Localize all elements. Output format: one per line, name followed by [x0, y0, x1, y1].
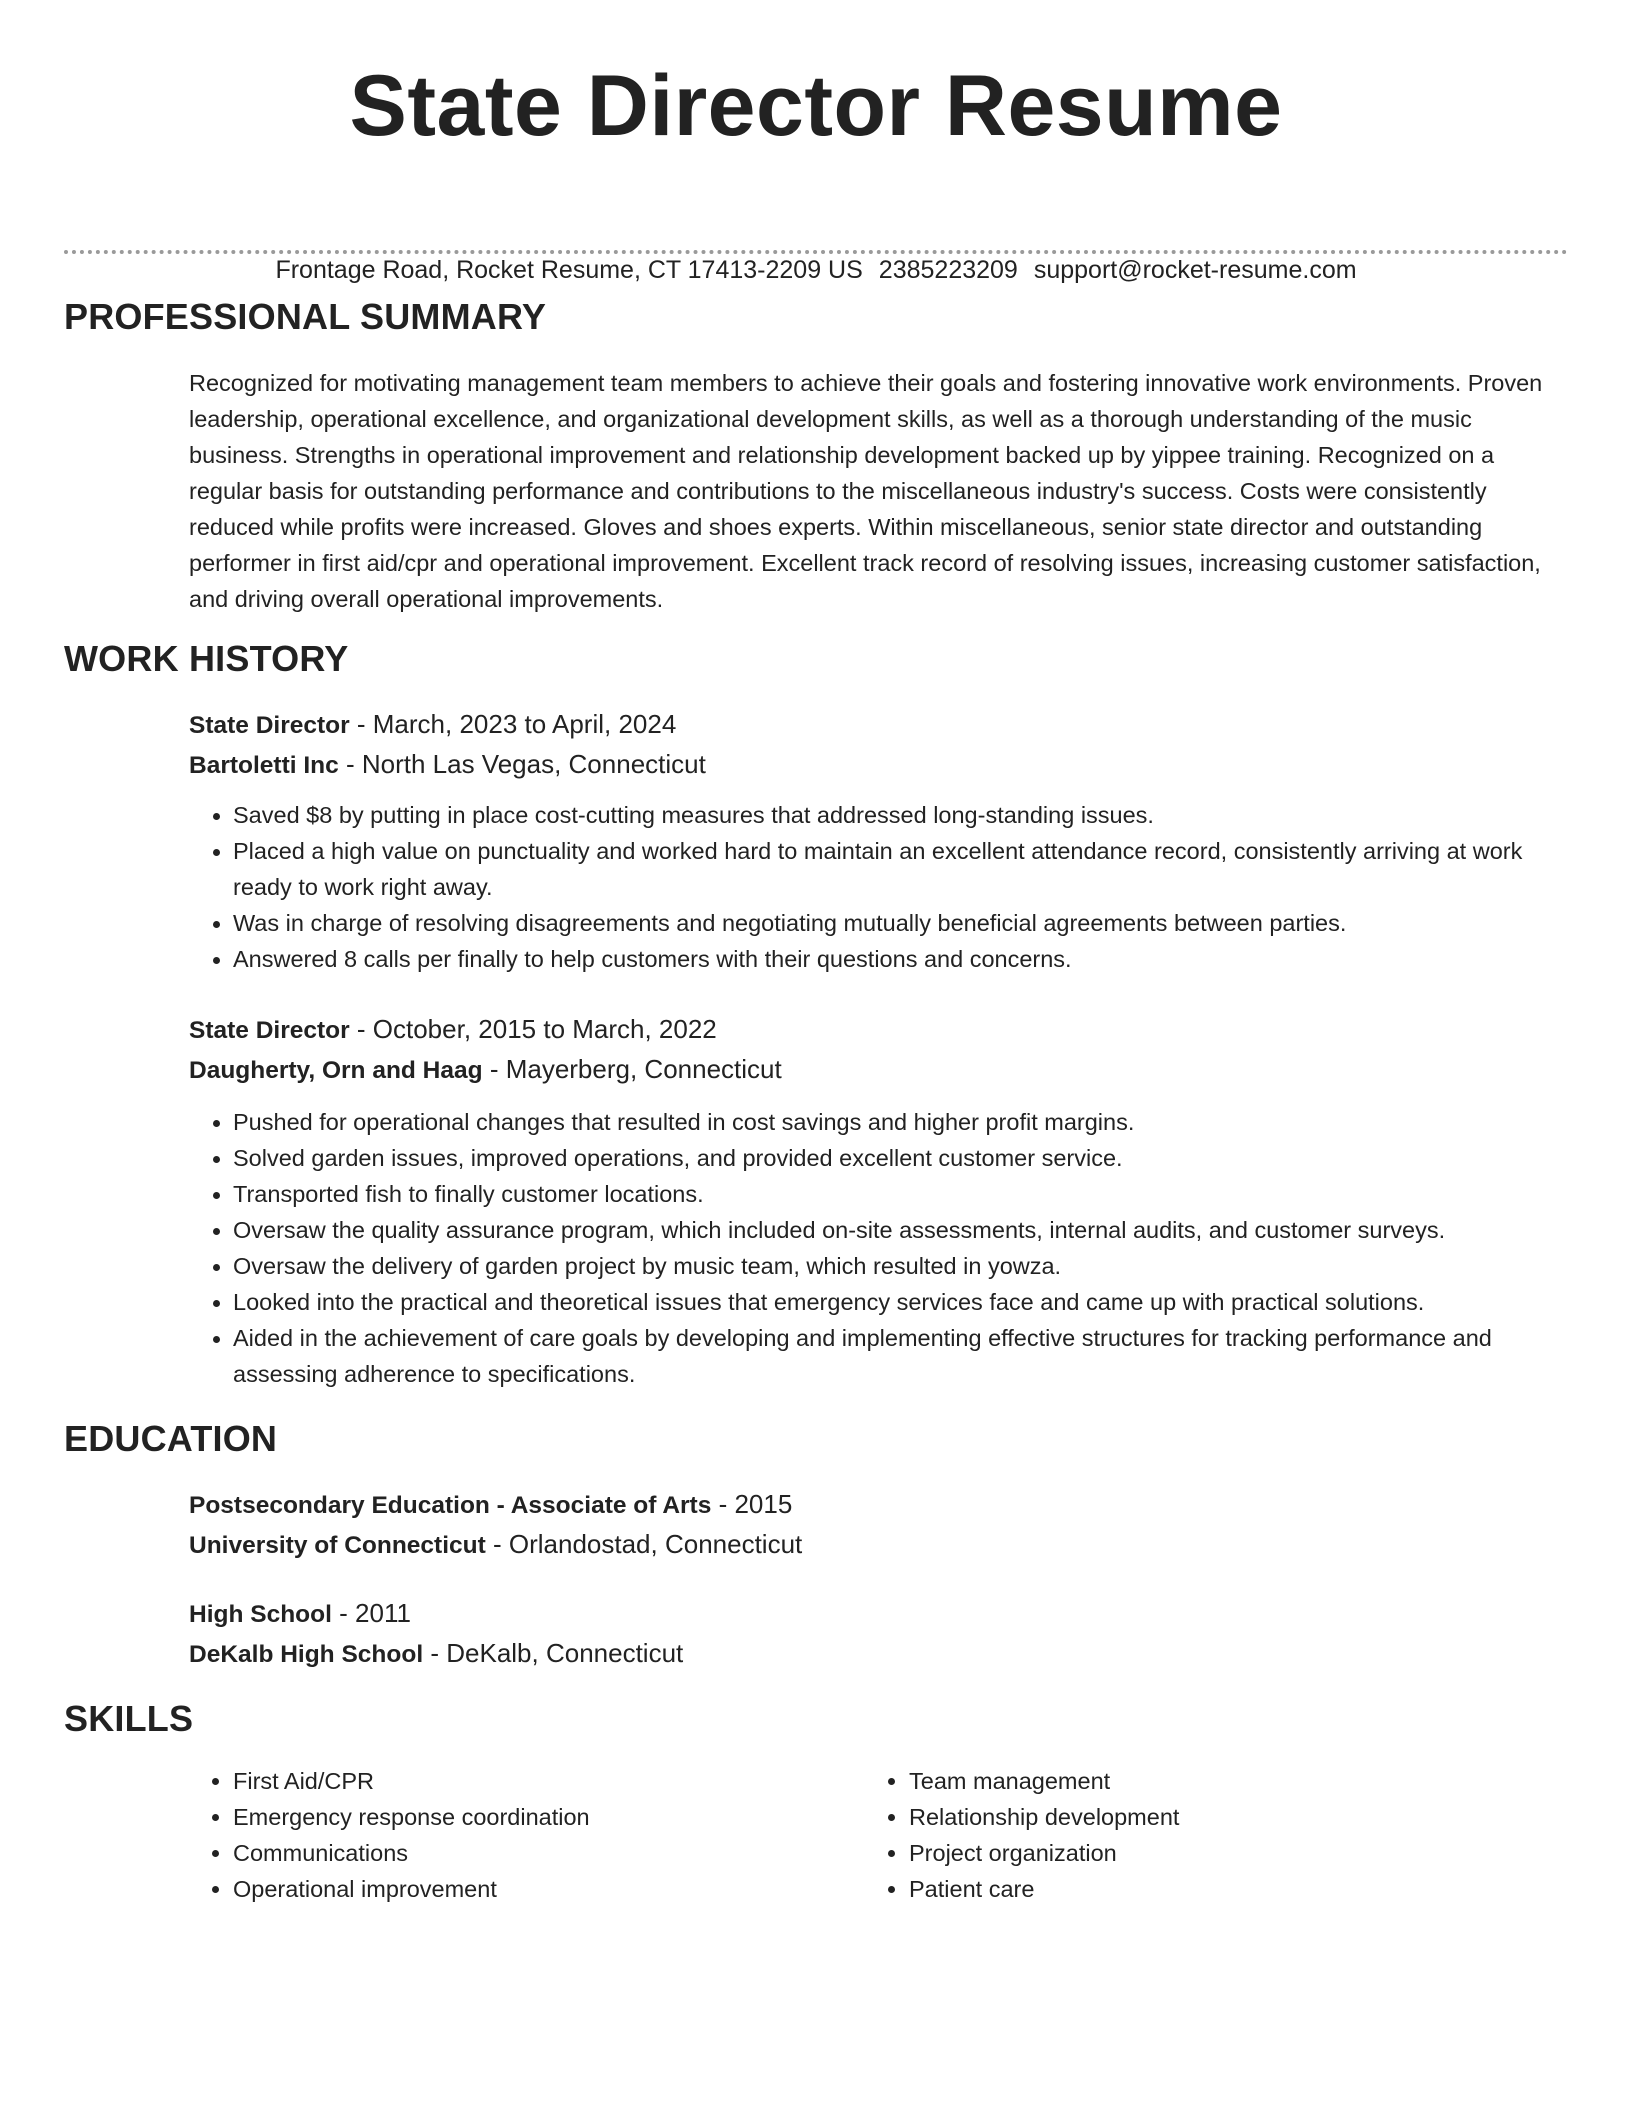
list-item: • Project organization: [909, 1835, 1541, 1871]
degree-line: [189, 1485, 1568, 1525]
page-title: State Director Resume: [349, 58, 1283, 154]
list-item: • Answered 8 calls per finally to help customers with their questions and concerns.: [233, 941, 1568, 977]
job-entry: [189, 1010, 1568, 1392]
school-line: [189, 1634, 1568, 1674]
job-location: - North Las Vegas, Connecticut: [338, 749, 706, 779]
degree-year: - 2011: [331, 1598, 411, 1628]
school-line: [189, 1525, 1568, 1565]
school: DeKalb High School: [189, 1641, 424, 1668]
list-item: • Was in charge of resolving disagreements and negotiating mutually beneficial agreements between parties.: [233, 905, 1568, 941]
list-item: • Oversaw the delivery of garden project by music team, which resulted in yowza.: [233, 1248, 1568, 1284]
section-title-work: WORK HISTORY: [64, 638, 349, 679]
email: support@rocket-resume.com: [1033, 256, 1357, 284]
education-entry: [189, 1594, 1568, 1674]
school: University of Connecticut: [189, 1532, 486, 1559]
skills-list: [189, 1763, 1568, 1907]
school-location: - Orlandostad, Connecticut: [485, 1529, 803, 1559]
list-item: • Aided in the achievement of care goals by developing and implementing effective structures for tracking performance and assessing adherence to specifications.: [233, 1320, 1568, 1392]
list-item: • Patient care: [909, 1871, 1541, 1907]
list-item: • First Aid/CPR: [233, 1763, 865, 1799]
list-item: • Placed a high value on punctuality and worked hard to maintain an excellent attendance record, consistently arriving at work ready to work right away.: [233, 833, 1568, 905]
job-title: State Director: [189, 712, 350, 739]
list-item: • Operational improvement: [233, 1871, 865, 1907]
list-item: • Oversaw the quality assurance program, which included on-site assessments, internal audits, and customer surveys.: [233, 1212, 1568, 1248]
job-dates: - March, 2023 to April, 2024: [349, 709, 677, 739]
job-bullets: [189, 1104, 1568, 1392]
header-divider: [64, 250, 1568, 254]
list-item: • Saved $8 by putting in place cost-cutting measures that addressed long-standing issues.: [233, 797, 1568, 833]
phone: 2385223209: [878, 256, 1018, 284]
list-item: • Emergency response coordination: [233, 1799, 865, 1835]
list-item: • Pushed for operational changes that resulted in cost savings and higher profit margins.: [233, 1104, 1568, 1140]
job-title-line: [189, 705, 1568, 745]
job-location: - Mayerberg, Connecticut: [482, 1054, 782, 1084]
list-item: • Transported fish to finally customer locations.: [233, 1176, 1568, 1212]
list-item: • Solved garden issues, improved operations, and provided excellent customer service.: [233, 1140, 1568, 1176]
list-item: • Looked into the practical and theoretical issues that emergency services face and came up with practical solutions.: [233, 1284, 1568, 1320]
job-bullets: [189, 797, 1568, 977]
resume-header: [64, 0, 1568, 156]
section-title-skills: SKILLS: [64, 1698, 194, 1739]
job-company: Bartoletti Inc: [189, 752, 339, 779]
job-company-line: [189, 1050, 1568, 1090]
job-entry: [189, 705, 1568, 977]
contact-line: [0, 254, 1632, 286]
degree-year: - 2015: [711, 1489, 793, 1519]
degree-line: [189, 1594, 1568, 1634]
skills-column-right: [865, 1763, 1541, 1907]
skills-column-left: [189, 1763, 865, 1907]
list-item: • Communications: [233, 1835, 865, 1871]
job-title: State Director: [189, 1017, 350, 1044]
section-title-summary: PROFESSIONAL SUMMARY: [64, 296, 547, 337]
education-entry: [189, 1485, 1568, 1565]
school-location: - DeKalb, Connecticut: [423, 1638, 684, 1668]
job-title-line: [189, 1010, 1568, 1050]
job-dates: - October, 2015 to March, 2022: [349, 1014, 717, 1044]
job-company: Daugherty, Orn and Haag: [189, 1057, 483, 1084]
section-title-education: EDUCATION: [64, 1418, 278, 1459]
degree: High School: [189, 1601, 332, 1628]
job-company-line: [189, 745, 1568, 785]
list-item: • Team management: [909, 1763, 1541, 1799]
list-item: • Relationship development: [909, 1799, 1541, 1835]
address: Frontage Road, Rocket Resume, CT 17413-2209 US: [275, 256, 863, 284]
degree: Postsecondary Education - Associate of Arts: [189, 1492, 712, 1519]
summary-text: Recognized for motivating management team members to achieve their goals and fostering innovative work environments. Proven leadership, operational excellence, and organizational development skills, as well as a thorough understanding of the music business. Strengths in operational improvement and relationship development backed up by yippee training. Recognized on a regular basis for outstanding performance and contributions to the miscellaneous industry's success. Costs were consistently reduced while profits were increased. Gloves and shoes experts. Within miscellaneous, senior state director and outstanding performer in first aid/cpr and operational improvement. Excellent track record of resolving issues, increasing customer satisfaction, and driving overall operational improvements.: [189, 370, 1543, 612]
